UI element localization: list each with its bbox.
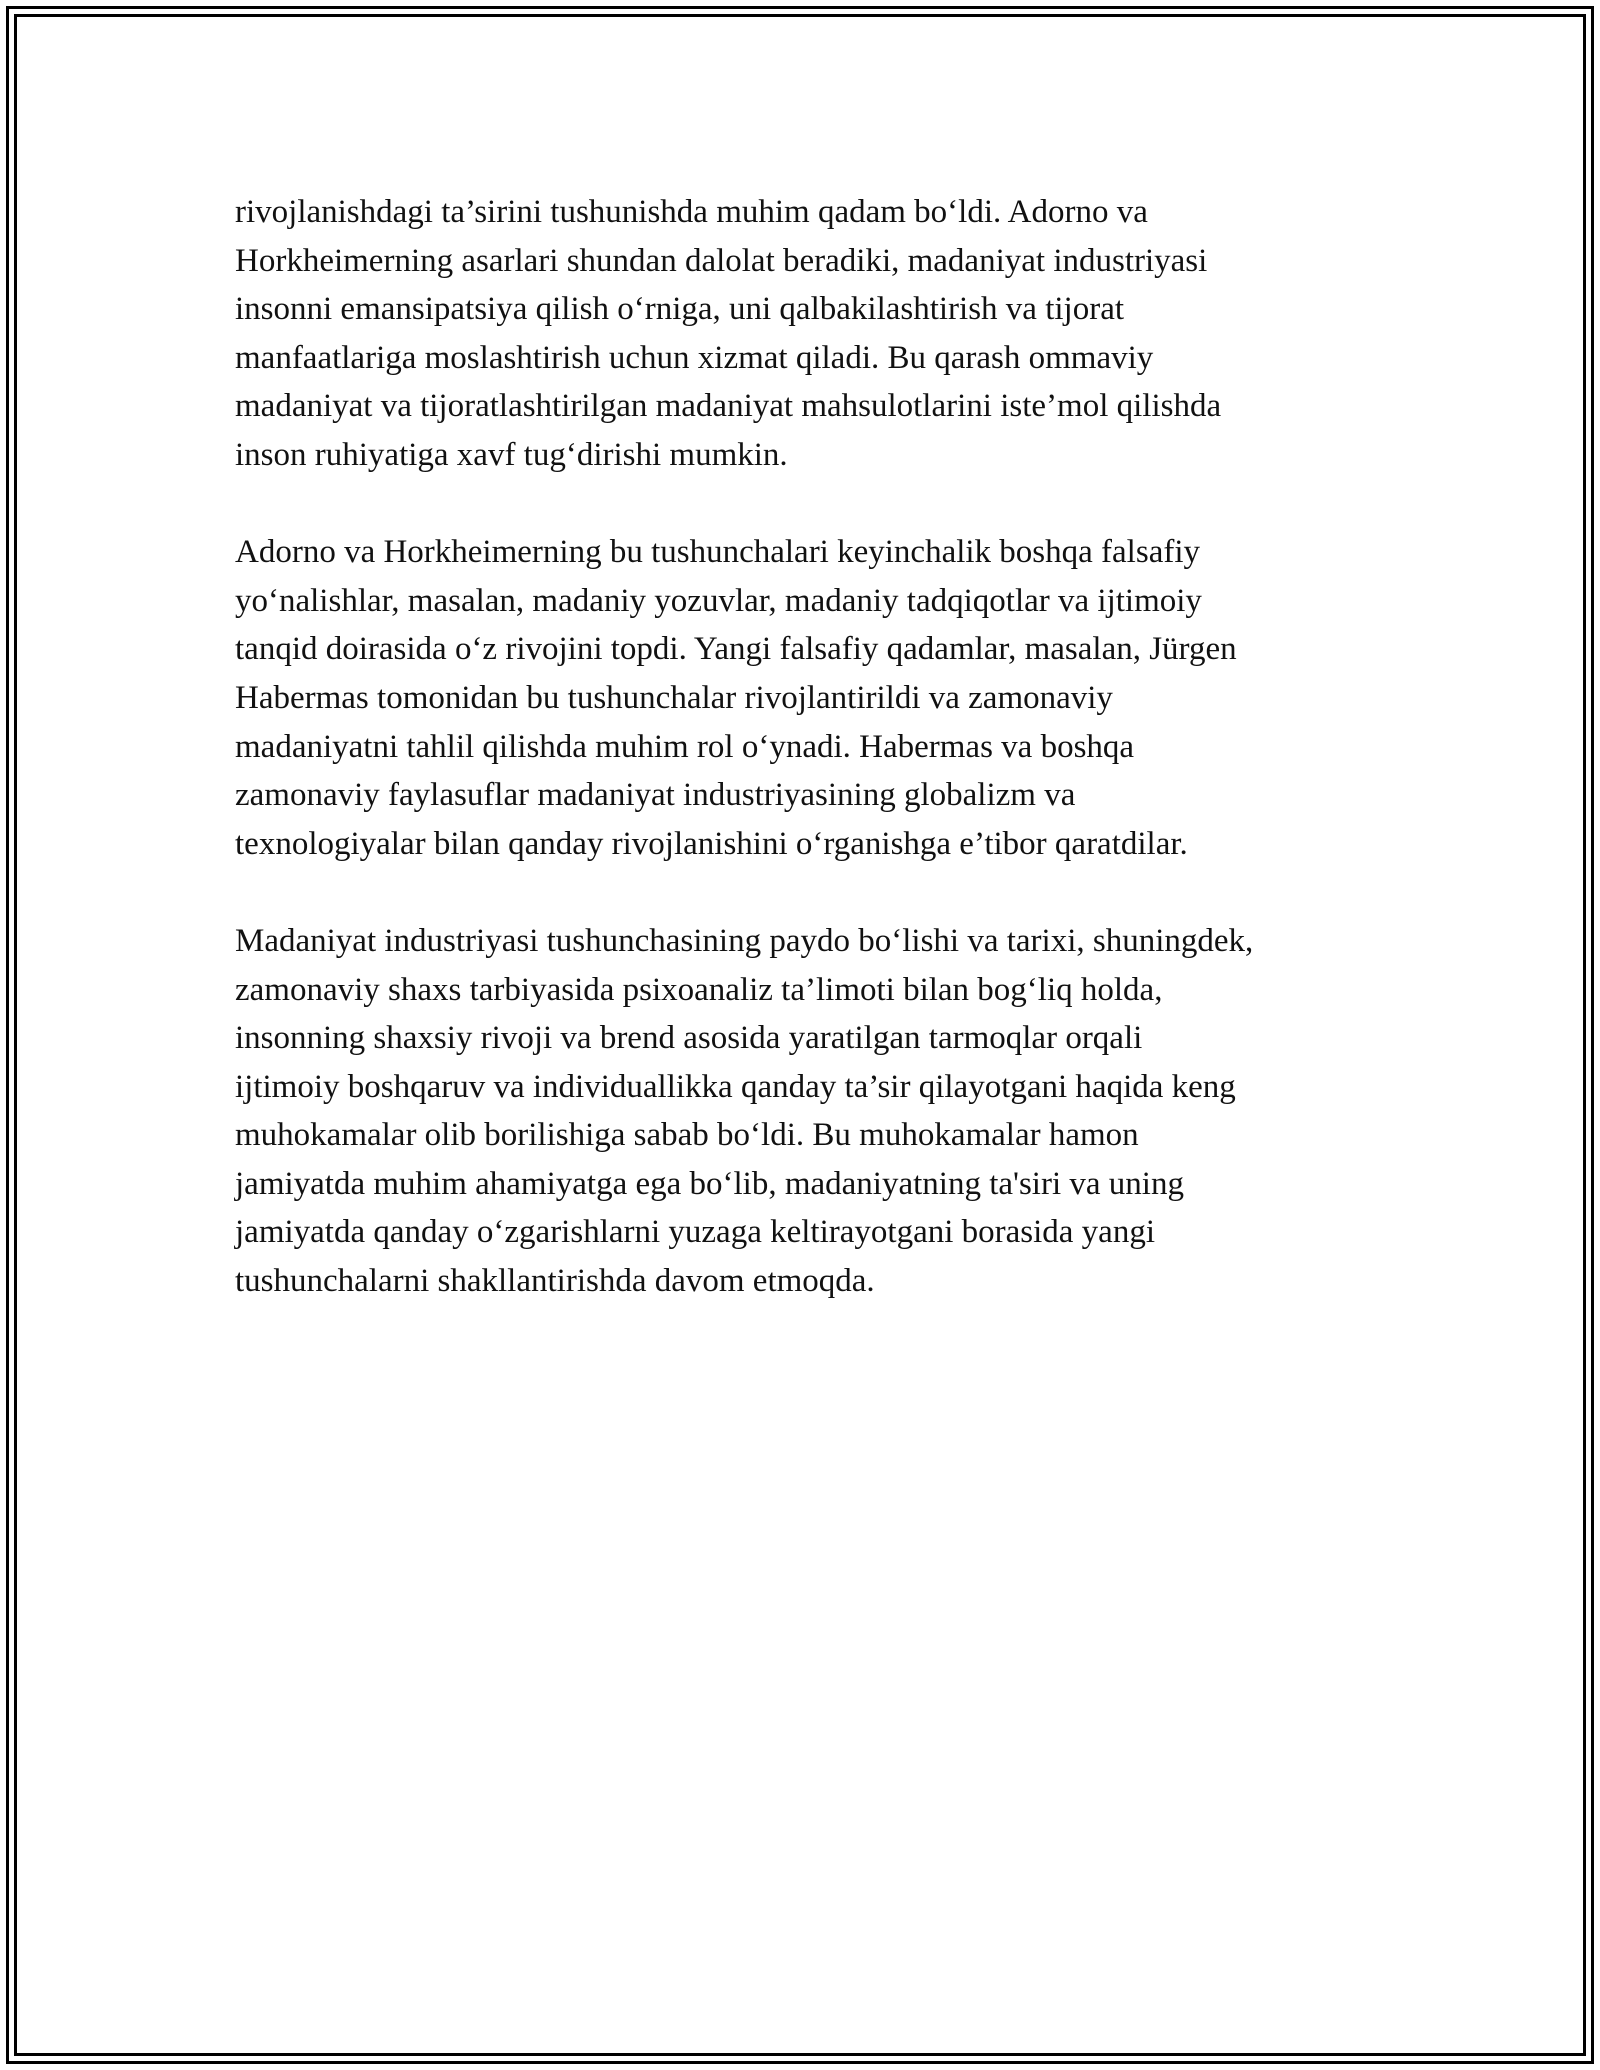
- paragraph-3: Madaniyat industriyasi tushunchasining paydo bo‘lishi va tarixi, shuningdek, zamonaviy shaxs tarbiyasida psixoanaliz ta’limoti bilan bog‘liq holda, insonning shaxsiy rivoji va brend asosida yaratilgan tarmoqlar orqali ijtimoiy boshqaruv va individuallikka qanday ta’sir qilayotgani haqida keng muhokamalar olib borilishiga sabab bo‘ldi. Bu muhokamalar hamon jamiyatda muhim ahamiyatga ega bo‘lib, madaniyatning ta'siri va uning jamiyatda qanday o‘zgarishlarni yuzaga keltirayotgani borasida yangi tushunchalarni shakllantirishda davom etmoqda.: [235, 922, 1254, 1300]
- document-body: [235, 188, 1375, 1354]
- paragraph-2: Adorno va Horkheimerning bu tushunchalari keyinchalik boshqa falsafiy yo‘nalishlar, masalan, madaniy yozuvlar, madaniy tadqiqotlar va ijtimoiy tanqid doirasida o‘z rivojini topdi. Yangi falsafiy qadamlar, masalan, Jürgen Habermas tomonidan bu tushunchalar rivojlantirildi va zamonaviy madaniyatni tahlil qilishda muhim rol o‘ynadi. Habermas va boshqa zamonaviy faylasuflar madaniyat industriyasining globalizm va texnologiyalar bilan qanday rivojlanishini o‘rganishga e’tibor qaratdilar.: [235, 534, 1237, 862]
- paragraph-1: rivojlanishdagi ta’sirini tushunishda muhim qadam bo‘ldi. Adorno va Horkheimerning asarlari shundan dalolat beradiki, madaniyat industriyasi insonni emansipatsiya qilish o‘rniga, uni qalbakilashtirish va tijorat manfaatlariga moslashtirish uchun xizmat qiladi. Bu qarash ommaviy madaniyat va tijoratlashtirilgan madaniyat mahsulotlarini iste’mol qilishda inson ruhiyatiga xavf tug‘dirishi mumkin.: [235, 194, 1222, 473]
